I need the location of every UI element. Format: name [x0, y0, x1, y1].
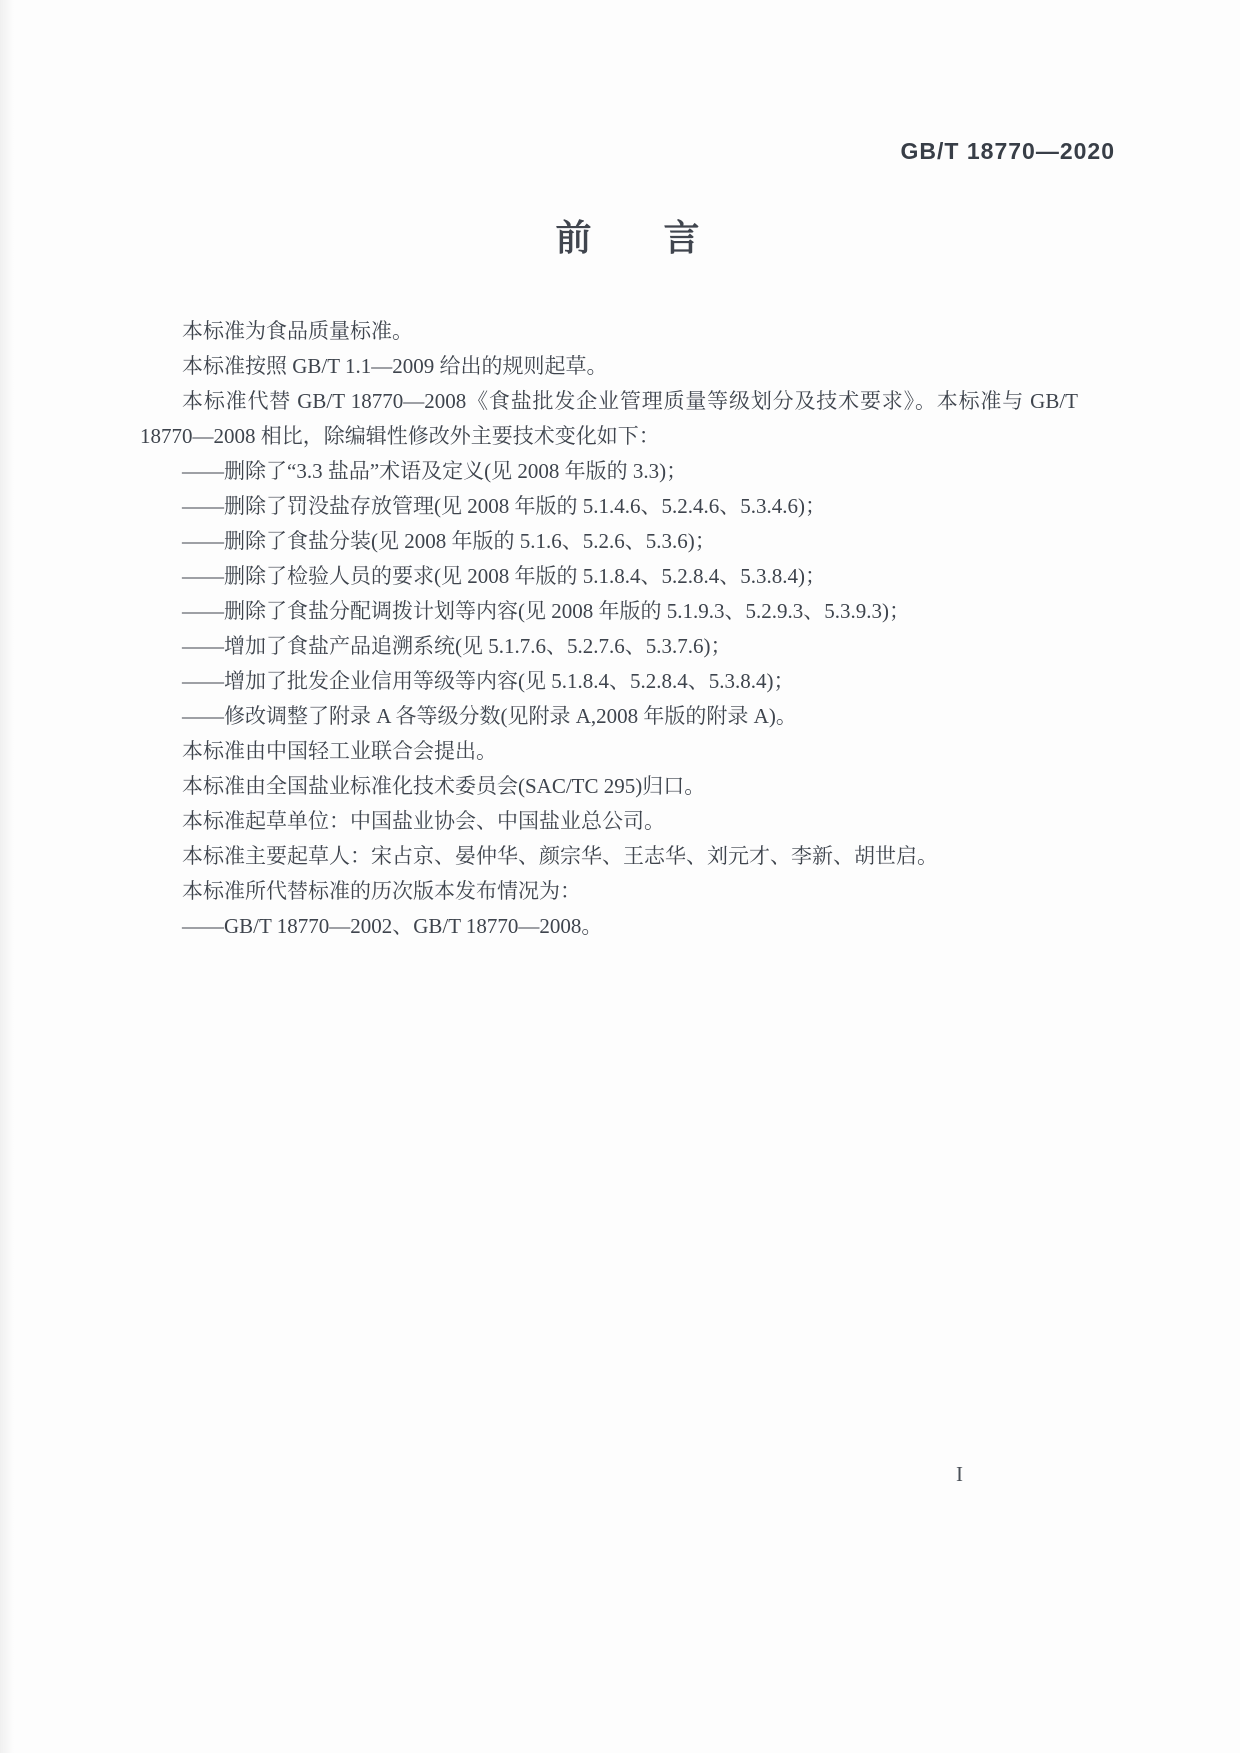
change-list-item: ——GB/T 18770—2002、GB/T 18770—2008。 [182, 914, 603, 938]
paragraph: 本标准所代替标准的历次版本发布情况为： [182, 879, 581, 903]
paragraph: 本标准为食品质量标准。 [182, 319, 413, 343]
change-list-item: ——删除了罚没盐存放管理(见 2008 年版的 5.1.4.6、5.2.4.6、5.3.4.6)； [182, 494, 826, 518]
change-list-item: ——删除了“3.3 盐品”术语及定义(见 2008 年版的 3.3)； [182, 459, 688, 483]
paragraph: 本标准代替 GB/T 18770—2008《食盐批发企业管理质量等级划分及技术要求》。本标准与 GB/T 18770—2008 相比，除编辑性修改外主要技术变化如下： [140, 389, 1078, 448]
change-list-item: ——删除了食盐分配调拨计划等内容(见 2008 年版的 5.1.9.3、5.2.9.3、5.3.9.3)； [182, 599, 910, 623]
change-list-item: ——修改调整了附录 A 各等级分数(见附录 A,2008 年版的附录 A)。 [182, 704, 797, 728]
page-number: I [956, 1462, 963, 1486]
paragraph: 本标准由中国轻工业联合会提出。 [182, 739, 497, 763]
paragraph: 本标准主要起草人：宋占京、晏仲华、颜宗华、王志华、刘元才、李新、胡世启。 [182, 844, 938, 868]
paragraph: 本标准起草单位：中国盐业协会、中国盐业总公司。 [182, 809, 665, 833]
change-list-item: ——增加了食盐产品追溯系统(见 5.1.7.6、5.2.7.6、5.3.7.6)； [182, 634, 732, 658]
paragraph: 本标准由全国盐业标准化技术委员会(SAC/TC 295)归口。 [182, 774, 706, 798]
change-list-item: ——删除了食盐分装(见 2008 年版的 5.1.6、5.2.6、5.3.6)； [182, 529, 716, 553]
standard-number: GB/T 18770—2020 [900, 138, 1115, 164]
change-list-item: ——删除了检验人员的要求(见 2008 年版的 5.1.8.4、5.2.8.4、5.3.8.4)； [182, 564, 826, 588]
foreword-content [140, 314, 1078, 944]
change-list-item: ——增加了批发企业信用等级等内容(见 5.1.8.4、5.2.8.4、5.3.8.4)； [182, 669, 795, 693]
page-title: 前 言 [555, 217, 700, 258]
paragraph: 本标准按照 GB/T 1.1—2009 给出的规则起草。 [182, 354, 608, 378]
